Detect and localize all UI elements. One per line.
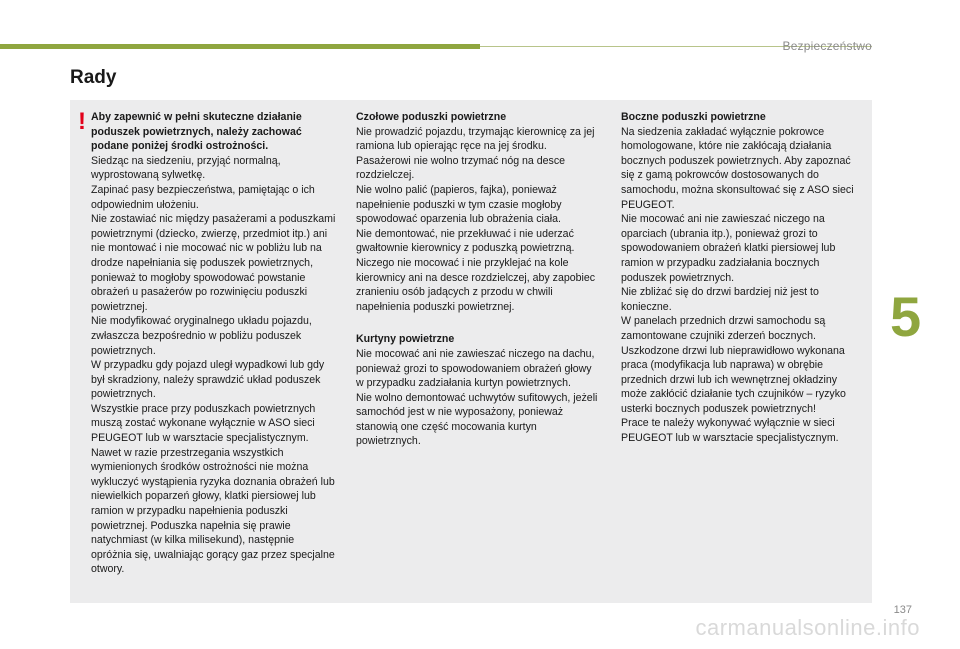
- paragraph: Nie zostawiać nic między pasażerami a poduszkami powietrznymi (dziecko, zwierzę, przedmiot itp.) ani nie montować i nie mocować nic w pobliżu lub na drodze napełniania się poduszek powietrznych, ponieważ to mogłoby spowodować powstanie obrażeń u pasażerów po rozwinięciu poduszki powietrznej.: [91, 213, 336, 313]
- paragraph: Nie mocować ani nie zawieszać niczego na oparciach (ubrania itp.), ponieważ grozi to spowodowaniem obrażeń klatki piersiowej lub ramion w przypadku zadziałania bocznych poduszek powietrznych.: [621, 213, 836, 284]
- paragraph: Uszkodzone drzwi lub nieprawidłowo wykonana praca (modyfikacja lub naprawa) w obrębie przednich drzwi lub ich wewnętrznej okładziny może zakłócić działanie tych czujników – ryzyko usterki bocznych poduszek powietrznych!: [621, 344, 846, 415]
- paragraph: Nie demontować, nie przekłuwać i nie uderzać gwałtownie kierownicy z poduszką powietrzną.: [356, 227, 575, 255]
- section-spacer: [356, 314, 601, 332]
- column-front-and-curtain-airbags: [356, 110, 601, 449]
- paragraph: Niczego nie mocować i nie przyklejać na kole kierownicy ani na desce rozdzielczej, aby zapobiec zranieniu osób jadących z przodu w chwili napełnienia poduszki powietrznej.: [356, 256, 596, 313]
- paragraph: Nie modyfikować oryginalnego układu pojazdu, zwłaszcza bezpośrednio w pobliżu poduszek powietrznych.: [91, 315, 312, 357]
- paragraph: Nie wolno demontować uchwytów sufitowych, jeżeli samochód jest w nie wyposażony, ponieważ stanowią one część mocowania kurtyn powietrznych.: [356, 391, 598, 448]
- lead-text: Aby zapewnić w pełni skuteczne działanie poduszek powietrznych, należy zachować podane poniżej środki ostrożności.: [91, 111, 302, 153]
- page-title: Rady: [70, 67, 117, 88]
- paragraph: Wszystkie prace przy poduszkach powietrznych muszą zostać wykonane wyłącznie w ASO sieci PEUGEOT lub w warsztacie specjalistycznym.: [91, 402, 316, 445]
- section-label: Bezpieczeństwo: [782, 39, 872, 53]
- watermark: carmanualsonline.info: [695, 615, 920, 640]
- section-heading: Boczne poduszki powietrzne: [621, 111, 766, 123]
- paragraph: W przypadku gdy pojazd uległ wypadkowi lub gdy był skradziony, należy sprawdzić układ poduszek powietrznych.: [91, 359, 325, 401]
- paragraph: Nie zbliżać się do drzwi bardziej niż jest to konieczne.: [621, 286, 819, 313]
- paragraph: Pasażerowi nie wolno trzymać nóg na desce rozdzielczej.: [356, 154, 566, 182]
- section-heading: Kurtyny powietrzne: [356, 333, 455, 346]
- paragraph: Zapinać pasy bezpieczeństwa, pamiętając o ich odpowiednim ułożeniu.: [91, 183, 315, 211]
- page-number: 137: [893, 604, 912, 616]
- paragraph: Nawet w razie przestrzegania wszystkich wymienionych środków ostrożności nie można wykluczyć wystąpienia ryzyka doznania obrażeń lub niewielkich poparzeń głowy, klatki piersiowej lub ramion w przypadku napełnienia poduszki powietrznej. Poduszka napełnia się prawie natychmiast (w kilka milisekund), następnie opróżnia się, uwalniając gorący gaz przez specjalne otwory.: [91, 446, 335, 576]
- column-general-advice: [91, 110, 337, 577]
- chapter-number: 5: [890, 285, 922, 348]
- paragraph: Na siedzenia zakładać wyłącznie pokrowce homologowane, które nie zakłócają działania bocznych poduszek powietrznych. Aby zapoznać się z gamą pokrowców dostosowanych do samochodu, można skonsultować się z ASO sieci PEUGEOT.: [621, 125, 854, 211]
- warning-exclamation-icon: !: [78, 108, 86, 135]
- paragraph: Nie prowadzić pojazdu, trzymając kierownicę za jej ramiona lub opierając ręce na jej środku.: [356, 125, 595, 153]
- section-heading: Czołowe poduszki powietrzne: [356, 111, 507, 123]
- paragraph: Nie mocować ani nie zawieszać niczego na dachu, ponieważ grozi to spowodowaniem obrażeń głowy w przypadku zadziałania kurtyn powietrznych.: [356, 347, 595, 390]
- paragraph: Siedząc na siedzeniu, przyjąć normalną, wyprostowaną sylwetkę.: [91, 154, 281, 182]
- paragraph: Nie wolno palić (papieros, fajka), ponieważ napełnienie poduszki w tym czasie mogłoby spowodować oparzenia lub obrażenia ciała.: [356, 183, 562, 226]
- paragraph: W panelach przednich drzwi samochodu są zamontowane czujniki zderzeń bocznych.: [621, 315, 826, 342]
- header-accent-bar: [0, 44, 480, 49]
- column-side-airbags: [621, 110, 865, 446]
- paragraph: Prace te należy wykonywać wyłącznie w sieci PEUGEOT lub w warsztacie specjalistycznym.: [621, 417, 839, 445]
